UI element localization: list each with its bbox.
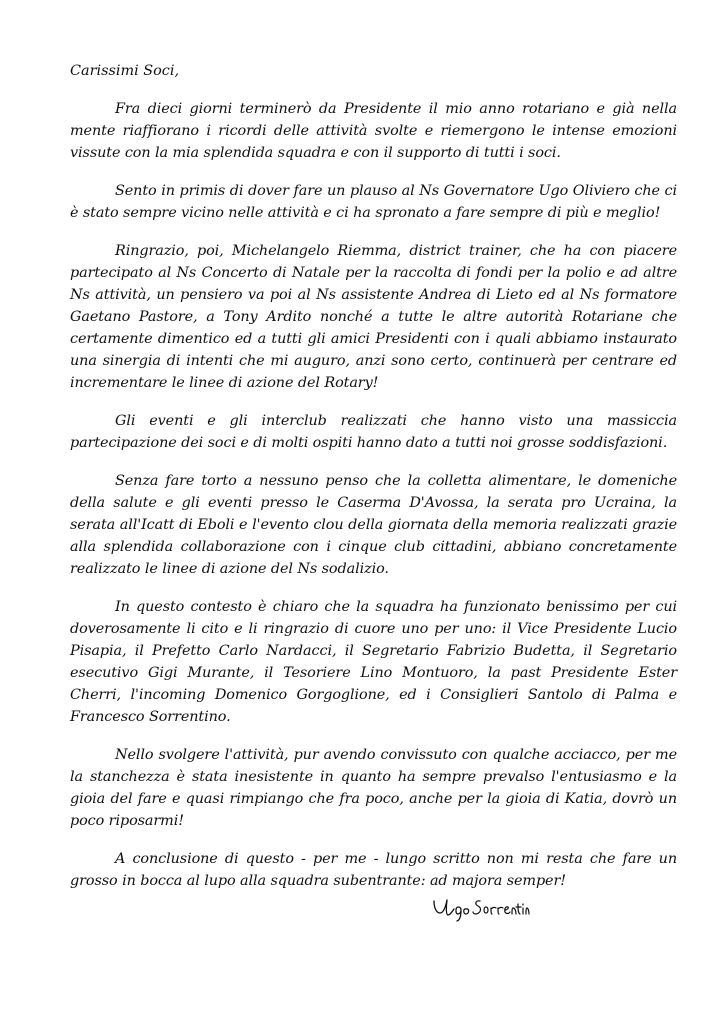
paragraph-team: In questo contesto è chiaro che la squadra ha funzionato benissimo per cui doverosamente li cito e li ringrazio di cuore uno per uno: il Vice Presidente Lucio Pisapia, il Prefetto Carlo Nardacci, il Segretario Fabrizio Budetta, il Segretario esecutivo Gigi Murante, il Tesoriere Lino Montuoro, la past Presidente Ester Cherri, l'incoming Domenico Gorgoglione, ed i Consiglieri Santolo di Palma e Francesco Sorrentino. bbox=[70, 599, 677, 725]
paragraph-events: Gli eventi e gli interclub realizzati che hanno visto una massiccia partecipazione dei soci e di molti ospiti hanno dato a tutti noi grosse soddisfazioni. bbox=[70, 413, 677, 451]
paragraph-thanks: Ringrazio, poi, Michelangelo Riemma, district trainer, che ha con piacere partecipato al Ns Concerto di Natale per la raccolta di fondi per la polio e ad altre Ns attività, un pensiero va poi al Ns assistente Andrea di Lieto ed al Ns formatore Gaetano Pastore, a Tony Ardito nonché a tutte le altre autorità Rotariane che certamente dimentico ed a tutti gli amici Presidenti con i quali abbiamo instaurato una sinergia di intenti che mi auguro, anzi sono certo, continuerà per centrare ed incrementare le linee di azione del Rotary! bbox=[70, 243, 677, 391]
paragraph-governor: Sento in primis di dover fare un plauso al Ns Governatore Ugo Oliviero che ci è stato sempre vicino nelle attività e ci ha spronato a fare sempre di più e meglio! bbox=[70, 183, 677, 221]
paragraph-conclusion: A conclusione di questo - per me - lungo scritto non mi resta che fare un grosso in bocca al lupo alla squadra subentrante: ad majora semper! bbox=[70, 851, 677, 889]
paragraph-initiatives: Senza fare torto a nessuno penso che la colletta alimentare, le domeniche della salute e gli eventi presso le Caserma D'Avossa, la serata pro Ucraina, la serata all'Icatt di Eboli e l'evento clou della giornata della memoria realizzati grazie alla splendida collaborazione con i cinque club cittadini, abbiano concretamente realizzato le linee di azione del Ns sodalizio. bbox=[70, 473, 677, 577]
salutation: Carissimi Soci, bbox=[70, 63, 180, 79]
letter-body bbox=[70, 60, 677, 908]
paragraph-fatigue: Nello svolgere l'attività, pur avendo convissuto con qualche acciacco, per me la stanchezza è stata inesistente in quanto ha sempre prevalso l'entusiasmo e la gioia del fare e quasi rimpiango che fra poco, anche per la gioia di Katia, dovrò un poco riposarmi! bbox=[70, 747, 677, 829]
paragraph-closing-year: Fra dieci giorni terminerò da Presidente il mio anno rotariano e già nella mente riaffiorano i ricordi delle attività svolte e riemergono le intense emozioni vissute con la mia splendida squadra e con il supporto di tutti i soci. bbox=[70, 101, 677, 161]
handwritten-signature bbox=[430, 893, 530, 923]
